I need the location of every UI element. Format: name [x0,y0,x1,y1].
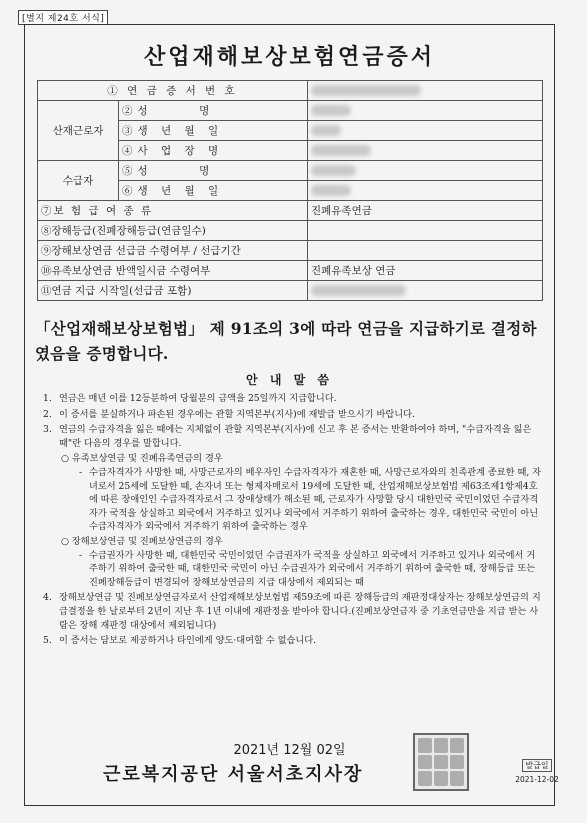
sub-section-heading: ○ 유족보상연금 및 진폐유족연금의 경우 [61,453,223,465]
recipient-group-label: 수급자 [38,161,119,201]
list-item: 1. 연금은 매년 이를 12등분하여 당월분의 금액을 25일까지 지급합니다. [43,393,337,404]
stamp-date: 2021-12-02 [515,775,559,784]
cert-number-label: ① 연 금 증 서 번 호 [38,81,308,101]
stamp-label: 발급일 [522,759,551,772]
disability-grade-label: ⑧장해등급(진폐장해등급(연금일수) [38,221,308,241]
document-title: 산업재해보상보험연금증서 [143,44,436,70]
list-item: 4. 장해보상연금 및 진폐보상연금자로서 산업재해보상보험법 제59조에 따른 장해등급의 재판정대상자는 장해보상연금의 지급결정을 한 날로부터 2년이 지난 후 1년 이내에 재판정을 받아야 합니다.(진폐보상연금자 중 기초연금만을 지급 받는 사람은 장해 재판정 대상에서 제외됩니다) [43,592,541,631]
sub-section-body: - 수급권자가 사망한 때, 대한민국 국민이었던 수급권자가 국적을 상실하고 외국에서 거주하고 있거나 외국에서 거주하기 위하여 출국한 때, 대한민국 국민이 아닌 수급권자가 외국에서 거주하기 위하여 출국한 때, 장해등급 또는 진폐장해등급이 변경되어 장해보상연금의 지급 대상에서 제외되는 때 [79,549,536,588]
table-row [38,81,543,101]
table-row [38,201,543,221]
workplace-label: ④사 업 장 명 [119,141,308,161]
insurance-type-value: 진폐유족연금 [308,201,543,221]
recipient-birth-value [308,181,543,201]
worker-name-label: ②성 명 [119,101,308,121]
table-row [38,281,543,301]
recipient-name-label: ⑤성 명 [119,161,308,181]
cert-number-value [308,81,543,101]
certificate-frame [24,24,559,806]
recipient-name-value [308,161,543,181]
advance-payment-label: ⑨장해보상연금 선급금 수령여부 / 선급기간 [38,241,308,261]
table-row [38,161,543,181]
lumpsum-value: 진폐유족보상 연금 [308,261,543,281]
list-item: 3. 연금의 수급자격을 잃은 때에는 지체없이 관할 지역본부(지사)에 신고 후 본 증서는 반환하여야 하며, "수급자격을 잃은 때"란 다음의 경우를 말합니다. [43,424,532,449]
worker-group-label: 산재근로자 [38,101,119,161]
sub-section-body: - 수급자격자가 사망한 때, 사망근로자의 배우자인 수급자격자가 재혼한 때, 사망근로자와의 친족관계 종료한 때, 자녀로서 25세에 도달한 때, 손자녀 또는 형제자매로서 19세에 도달한 때, 산업재해보상보험법 제63조제1항제4호에 따른 장애인인 수급자격자로서 그 장애상태가 해소된 때, 근로자가 사망할 당시 대한민국 국민이었던 수급자격자가 국적을 상실하고 외국에서 거주하고 있거나 외국에서 거주하기 위하여 출국하는 경우, 대한민국 국민이 아닌 수급자격자가 외국에서 거주하기 위하여 출국하는 경우 [79,466,542,533]
worker-name-value [308,101,543,121]
official-seal [413,733,469,791]
certificate-info-table [37,80,543,301]
issue-date: 2021년 12월 02일 [233,743,346,758]
workplace-value [308,141,543,161]
worker-birth-value [308,121,543,141]
start-date-label: ⑪연금 지급 시작일(선급금 포함) [38,281,308,301]
table-row [38,101,543,121]
disability-grade-value [308,221,543,241]
certification-statement: 「산업재해보상보험법」 제 91조의 3에 따라 연금을 지급하기로 결정하였음을 증명합니다. [35,319,537,363]
issue-stamp [509,753,565,793]
lumpsum-label: ⑩유족보상연금 반액일시금 수령여부 [38,261,308,281]
list-item: 5. 이 증서는 담보로 제공하거나 타인에게 양도·대여할 수 없습니다. [43,635,317,647]
table-row [38,261,543,281]
list-item: 2. 이 증서를 분실하거나 파손된 경우에는 관할 지역본부(지사)에 재발급 받으시기 바랍니다. [43,408,415,420]
advance-payment-value [308,241,543,261]
insurance-type-label: ⑦보 험 급 여 종 류 [38,201,308,221]
recipient-birth-label: ⑥생 년 월 일 [119,181,308,201]
table-row [38,221,543,241]
start-date-value [308,281,543,301]
issuer-name: 근로복지공단 서울서초지사장 [103,764,364,785]
table-row [38,241,543,261]
guide-title: 안 내 말 씀 [246,373,333,387]
guide-notes [43,392,543,650]
sub-section-heading: ○ 장해보상연금 및 진폐보상연금의 경우 [61,535,223,547]
form-number-label: [별지 제24호 서식] [18,10,108,25]
worker-birth-label: ③생 년 월 일 [119,121,308,141]
